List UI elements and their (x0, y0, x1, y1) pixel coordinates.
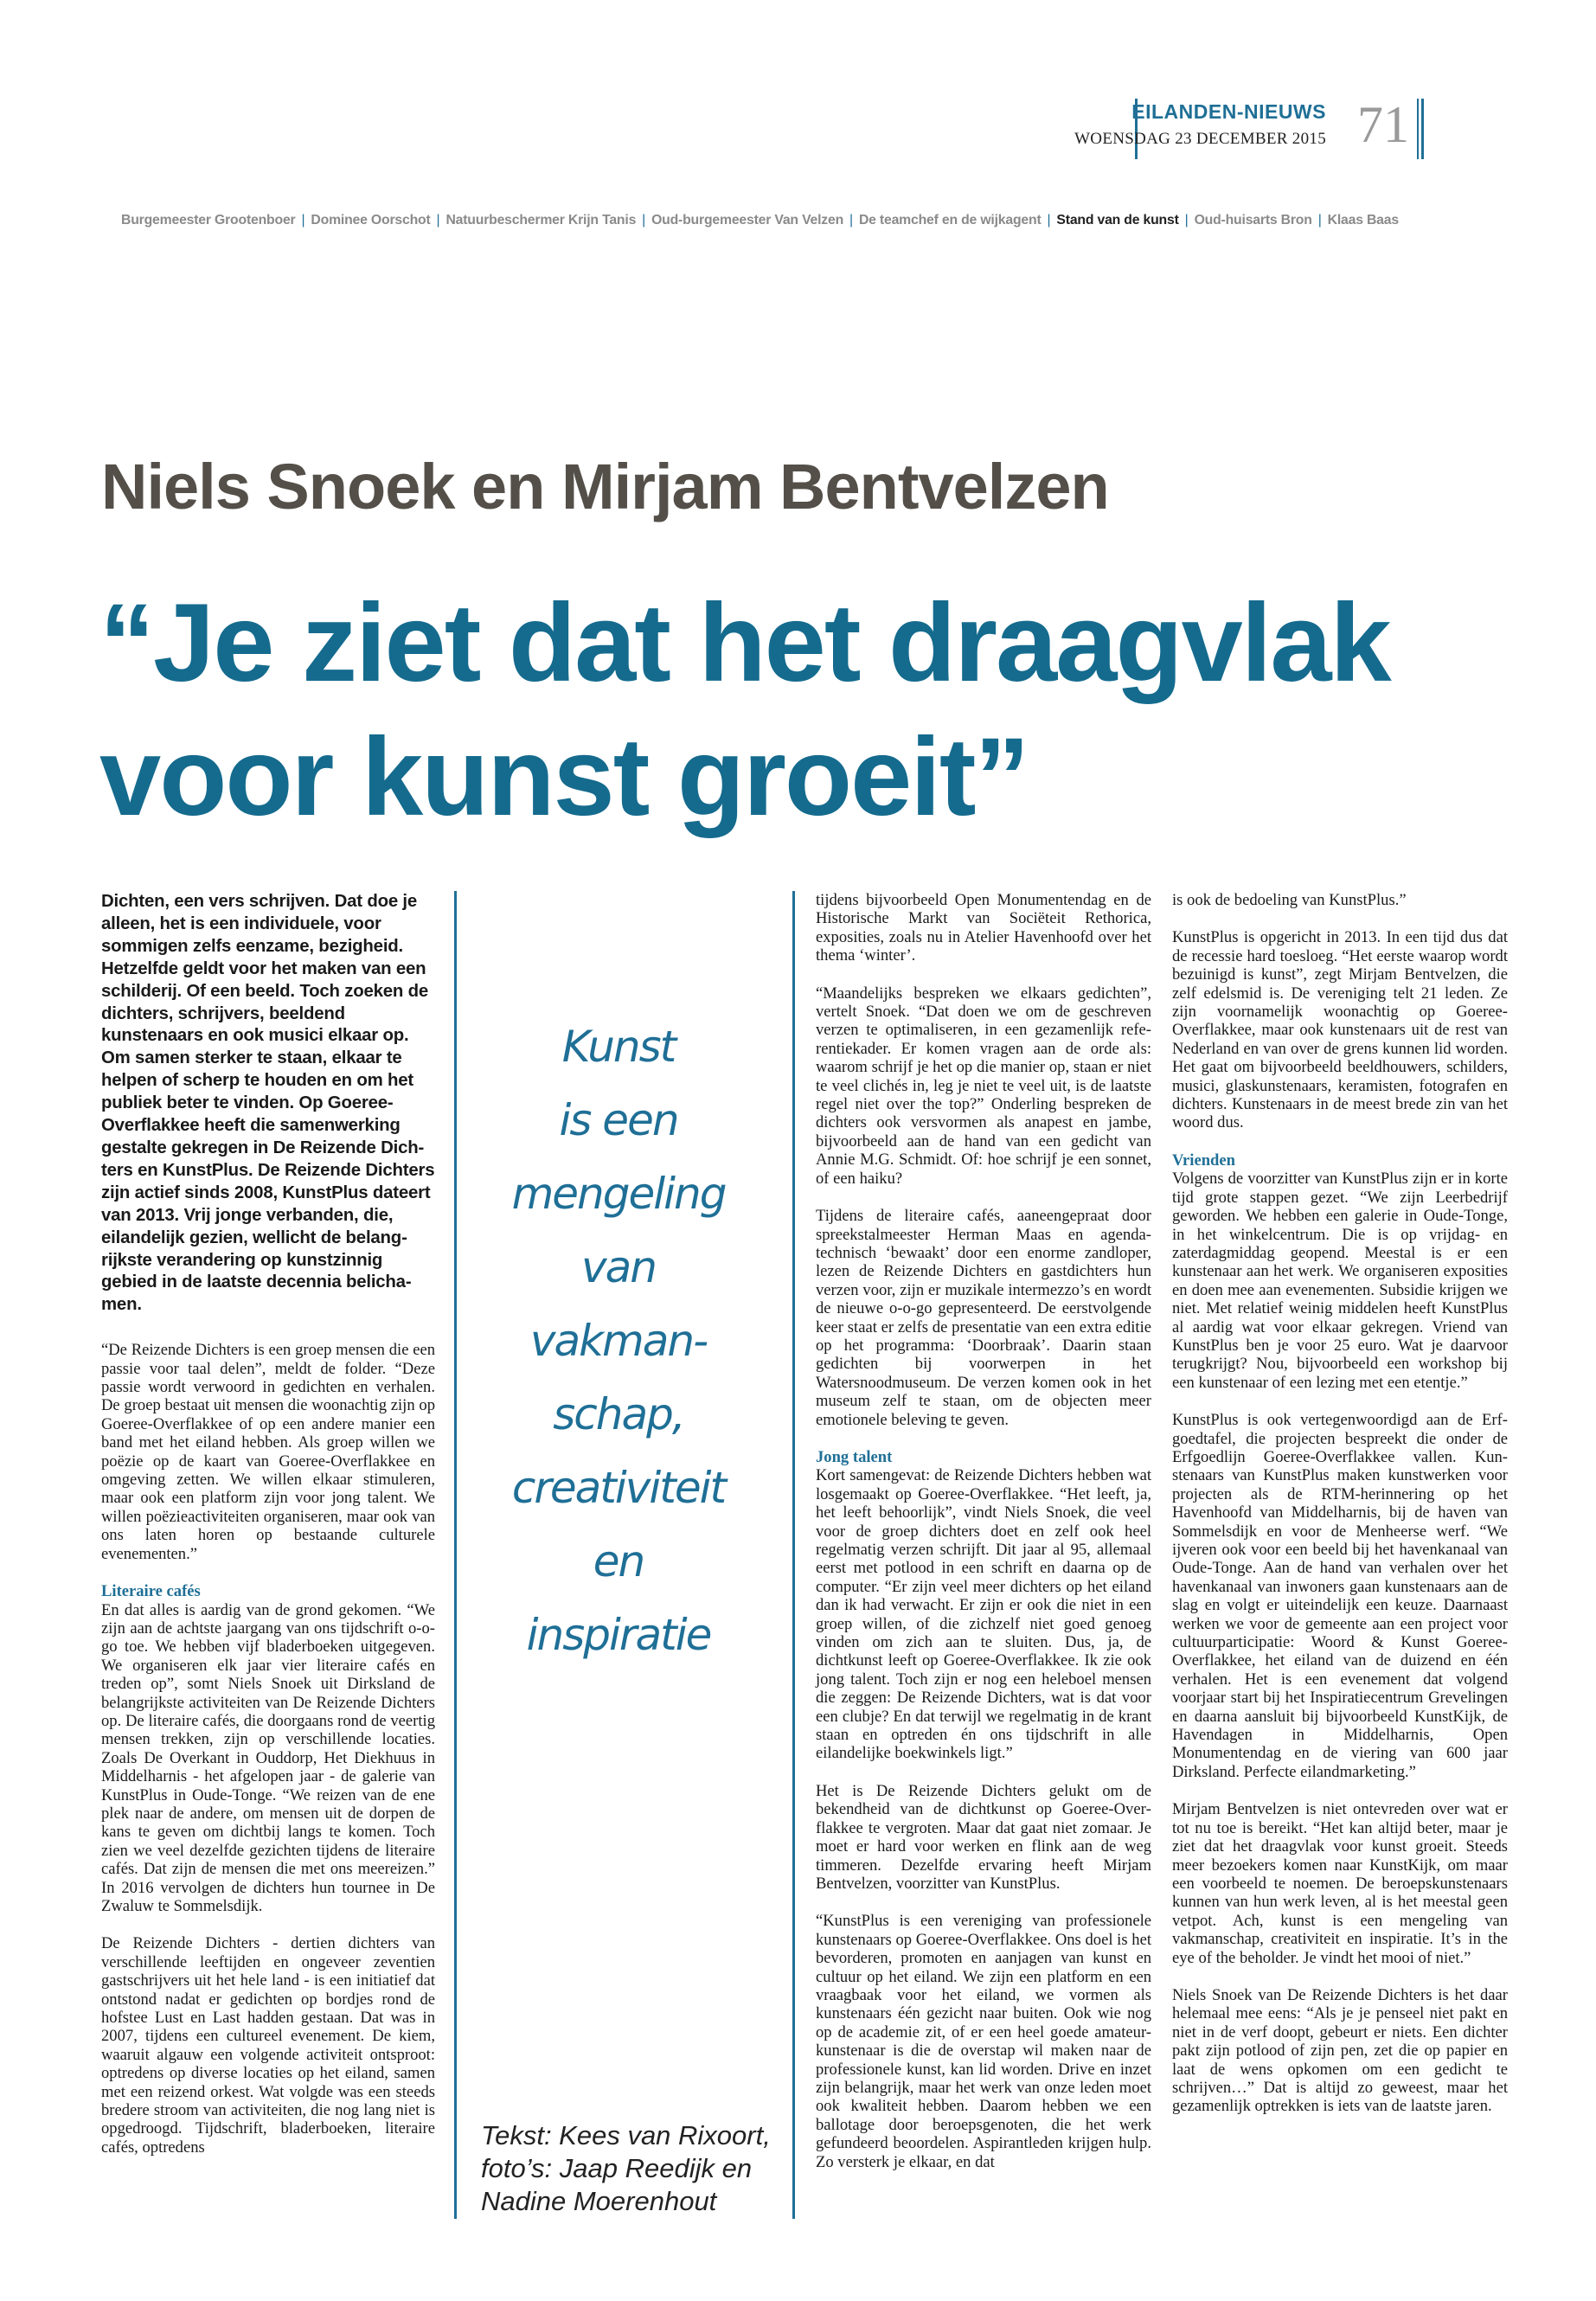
nav-item-teamchef[interactable]: De teamchef en de wijkagent (858, 213, 1042, 228)
subheading-literaire-cafes: Literaire cafés (101, 1582, 201, 1601)
subheading-jong-talent: Jong talent (816, 1447, 893, 1466)
quote-line: en (593, 1536, 644, 1586)
quote-line: van (581, 1242, 656, 1292)
quote-line: vakman- (529, 1316, 708, 1366)
nav-item-kunst-active[interactable]: Stand van de kunst (1056, 213, 1179, 228)
paragraph: Mirjam Bentvelzen is niet ontevreden over wat er tot nu toe is bereikt. “Het kan altijd beter, maar je ziet dat het draagvlak voor kunst groeit. Steeds meer bezoekers komen naar KunstKijk, om maar een voorbeeld te noemen. De beroepskunstenaars kunnen van hun werk leven, al is het meestal geen vetpot. Ach, kunst is een mengeling van vakmanschap, creativiteit en inspiratie. It’s in the eye of the beholder. Je vindt het mooi of niet.” (1172, 1800, 1508, 1967)
credits-line: foto’s: Jaap Reedijk en (481, 2153, 753, 2183)
quote-line: Kunst (561, 1022, 676, 1072)
column-1 (101, 891, 435, 2176)
nav-item-klaas-baas[interactable]: Klaas Baas (1327, 213, 1399, 228)
nav-separator: | (849, 213, 853, 228)
paragraph: KunstPlus is opgericht in 2013. In een tijd dus dat de recessie hard toesloeg. “Het eerste waarop wordt bezuinigd is kunst”, zegt Mirjam Bentvelzen, die zelf edelsmid is. De vereniging telt 21 leden. Ze zijn voornamelijk woonachtig op Goeree-Overflakkee, maar ook kunstenaars uit de rest van Nederland en van over de grens kunnen lid worden. Het gaat om bijvoorbeeld beeldhouwers, schilders, musici, glaskunstenaars, keramisten, fotografen en dichters. Kunstenaars in de meest brede zin van het woord dus. (1172, 928, 1508, 1132)
nav-item-grootenboer[interactable]: Burgemeester Grootenboer (121, 213, 296, 228)
nav-separator: | (436, 213, 440, 228)
paragraph: De Reizende Dichters - dertien dichters van verschillende leeftijden en ongeveer zeventien gastschrijvers uit het hele land - is een initiatief dat ontstond nadat er gedichten op bordjes rond de hofstee Lust en Last hadden gestaan. Dat was in 2007, tijdens een cultureel evenement. De kiem, waaruit algauw een volgende activiteit ontsproot: optredens op diverse locaties op het eiland, samen met een reizend orkest. Wat volgde was een steeds bredere stroom van activiteiten, die nog lang niet is opgedroogd. Tijdschrift, bladerboeken, literaire cafés, optredens (101, 1934, 435, 2157)
masthead-divider (1417, 99, 1419, 159)
article-subjects: Niels Snoek en Mirjam Bentvelzen (101, 451, 1109, 522)
column-3 (816, 891, 1151, 2190)
credits-line: Nadine Moerenhout (481, 2186, 717, 2216)
quote-line: is een (559, 1095, 678, 1145)
nav-separator: | (1184, 213, 1189, 228)
paragraph: is ook de bedoeling van KunstPlus.” (1172, 891, 1407, 909)
credits-line: Tekst: Kees van Rixoort, (481, 2120, 771, 2150)
column-rule-right (792, 891, 795, 2219)
paragraph: Kort samengevat: de Reizende Dichters hebben wat losgemaakt op Goeree-Overflakkee. “Het leeft, ja, het leeft behoorlijk”, vindt Niels Snoek, die veel voor de groep dichters doet en zelf ook heel regelmatig verzen schrijft. Dit jaar al 95, allemaal eerst met potlood in een schrift en daarna op de computer. “Er zijn veel meer dichters op het eiland dan ik had verwacht. Er zijn er ook die niet in een groep willen, of die zichzelf niet goed genoeg vinden om zich aan te sluiten. Dus, ja, de dichtkunst leeft op Goeree-Overflakkee. Ik zie ook jong talent. Toch zijn er nog een heleboel mensen die zeggen: De Reizende Dichters, wat is dat voor een clubje? En dat terwijl we regelmatig in de krant staan en optreden én ons tijdschrift in alle eilandelijke boekwinkels ligt.” (816, 1466, 1151, 1763)
paragraph: “De Reizende Dichters is een groep mensen die een passie voor taal delen”, meldt de folder. “Deze passie wordt verwoord in gedichten en verhalen. De groep bestaat uit mensen die woonachtig zijn op Goeree-Overflakkee of op een andere manier een band met het eiland hebben. Als groep willen we poëzie op de kaart van Goeree-Overflakkee en omgeving zetten. We willen elkaar stimuleren, maar ook een platform zijn voor jong talent. We willen poëzieactiviteiten organiseren, maar ook van ons laten horen op bestaande culturele evenementen.” (101, 1341, 435, 1563)
nav-separator: | (301, 213, 305, 228)
nav-separator: | (1047, 213, 1051, 228)
masthead (1074, 96, 1424, 159)
article-lead: Dichten, een vers schrijven. Dat doe je alleen, het is een individuele, voor sommigen zelfs eenzame, bezigheid. Hetzelfde geldt voor het maken van een schilderij. Of een beeld. Toch zoeken de dichters, schrijvers, beeldend kunstenaars en ook musici elkaar op. Om samen sterker te staan, elkaar te helpen of scherp te houden en om het publiek beter te vinden. Op Goeree-Overflakkee heeft die samenwerking gestalte gekregen in De Reizende Dichters en KunstPlus. De Reizende Dichters zijn actief sinds 2008, KunstPlus dateert van 2013. Vrij jonge verbanden, die, eilandelijk gezien, wellicht de belangrijkste verandering op kunstzinnig gebied in de laatste decennia belichamen. (101, 892, 435, 1315)
paragraph: Tijdens de literaire cafés, aaneengepraat door spreekstalmeester Herman Maas en agendatechnisch ‘bewaakt’ door een enorme zandloper, lezen de Reizende Dichters en gastdichters hun verzen voor, zijn er muzikale intermezzo’s en wordt de nieuwe o-o-go gepresenteerd. De eerstvolgende keer staat er zelfs de presentatie van een extra editie op het programma: ‘Doorbraak’. Daarin staan gedichten bij voorwerpen in het Watersnoodmuseum. De verzen komen ook in het museum zelf te staan, om de objecten meer emotionele beleving te geven. (816, 1207, 1151, 1429)
quote-line: inspiratie (526, 1610, 711, 1660)
subheading-vrienden: Vrienden (1172, 1150, 1235, 1170)
nav-separator: | (1317, 213, 1322, 228)
paragraph: “Maandelijks bespreken we elkaars gedichten”, vertelt Snoek. “Dat doen we om de geschreven verzen te optimaliseren, in een gezamenlijk referentiekader. Er komen vragen aan de orde als: waarom schrijf je het op die manier op, staan er niet te veel clichés in, leg je niet te veel uit, is de laatste regel niet over the top?” Onderling bespreken de dichters ook versvormen als anapest en jambe, bijvoorbeeld aan de hand van een gedicht van Annie M.G. Schmidt. Of: hoe schrijf je een sonnet, of een haiku? (816, 984, 1151, 1188)
series-nav (121, 213, 1505, 228)
paragraph: En dat alles is aardig van de grond gekomen. “We zijn aan de achtste jaargang van ons tijdschrift o-o-go toe. We hebben vijf bladerboeken uitgegeven. We organiseren elk jaar vier literaire cafés en treden op”, somt Niels Snoek uit Dirksland de belangrijkste activiteiten van De Reizende Dichters op. De literaire cafés, die doorgaans rond de veertig mensen trekken, zijn op verschillende locaties. Zoals De Overkant in Ouddorp, Het Diekhuus in Middelharnis - het afgelopen jaar - de galerie van KunstPlus in Oude-Tonge. “We reizen van de ene plek naar de andere, om mensen uit de dorpen de kans te geven om dichtbij langs te komen. Toch zien we veel dezelfde gezichten tijdens de literaire cafés. Dat zijn de mensen die met ons meereizen.” In 2016 vervolgen de dichters hun tournee in De Zwaluw te Sommelsdijk. (101, 1600, 435, 1915)
newspaper-logo: EILANDEN-NIEUWS (1131, 100, 1326, 123)
paragraph: tijdens bijvoorbeeld Open Monumentendag en de Historische Markt van Sociëteit Rethorica, exposities, zoals nu in Atelier Havenhoofd over het thema ‘winter’. (816, 891, 1151, 965)
issue-date: WOENSDAG 23 DECEMBER 2015 (1074, 130, 1326, 148)
paragraph: KunstPlus is ook vertegenwoordigd aan de Erfgoedtafel, die projecten bespreekt die onder de Erfgoedlijn Goeree-Overflakkee vallen. Kunstenaars van KunstPlus maken kunstwerken voor projecten als de RTM-herinnering op het Havenhoofd van Middelharnis, bij de haven van Sommelsdijk en voor de Menheerse werf. “We ijveren ook voor een beeld bij het havenkanaal van Oude-Tonge. Aan de hand van verhalen over het havenkanaal van inwoners gaan kunstenaars aan de slag en volgt er uiteindelijk een keuze. Daarnaast werken we voor de gemeente aan een project voor cultuurparticipatie: Woord & Kunst Goeree-Overflakkee, het eiland van de duizend en één verhalen. Het is een evenement dat volgend voorjaar start bij het Inspiratiecentrum Grevelingen en daarna aansluit bij bijvoorbeeld KunstKijk, de Havendagen in Middelharnis, Open Monumentendag en de viering van 600 jaar Dirksland. Perfecte eilandmarketing.” (1172, 1411, 1508, 1781)
quote-line: schap, (553, 1389, 684, 1439)
article-credits (481, 2119, 775, 2218)
nav-separator: | (642, 213, 646, 228)
column-rule-left (454, 891, 457, 2219)
paragraph: Niels Snoek van De Reizende Dichters is het daar helemaal mee eens: “Als je je penseel niet pakt en niet in de verf doopt, gebeurt er niets. Een dichter pakt zijn potlood of zijn pen, zet die op papier en laat de wens opkomen om een gedicht te schrijven…” Dat is altijd zo geweest, maar het gezamenlijk optrekken is iets van de laatste jaren. (1172, 1985, 1508, 2116)
paragraph: “KunstPlus is een vereniging van professionele kunstenaars op Goeree-Overflakkee. Ons doel is het bevorderen, promoten en aanjagen van kunst en cultuur op het eiland. We zijn een platform en een vraagbaak voor het eiland, we vormen als kunstenaars één gezicht naar buiten. Ook wie nog op de academie zit, of er een heel goede amateur-kunstenaar is die de overstap wil maken naar de professionele kunst, kan lid worden. Drive en inzet zijn belangrijk, maar het werk van onze leden moet ook kwaliteit hebben. Daarom hebben we een ballotage door beroepsgenoten, die het werk gefundeerd beoordelen. Aspirantleden krijgen hulp. Zo versterk je elkaar, en dat (816, 1912, 1151, 2171)
article-headline (99, 576, 1553, 844)
headline-line-2: voor kunst groeit” (99, 715, 1029, 839)
nav-item-oorschot[interactable]: Dominee Oorschot (311, 213, 431, 228)
nav-item-bron[interactable]: Oud-huisarts Bron (1194, 213, 1312, 228)
nav-item-tanis[interactable]: Natuurbeschermer Krijn Tanis (445, 213, 637, 228)
page-number: 71 (1357, 96, 1409, 153)
pull-quote (471, 1010, 766, 1672)
nav-item-van-velzen[interactable]: Oud-burgemeester Van Velzen (651, 213, 844, 228)
column-4 (1172, 891, 1508, 2135)
quote-line: mengeling (511, 1169, 726, 1219)
quote-line: creativiteit (511, 1463, 726, 1513)
headline-line-1: “Je ziet dat het draagvlak (99, 581, 1390, 705)
paragraph: Volgens de voorzitter van KunstPlus zijn er in korte tijd grote stappen gezet. “We zijn Leerbedrijf geworden. We hebben een galerie in Oude-Tonge, in het winkelcentrum. Die is op vrijdag- en zaterdagmiddag geopend. Meestal is er een kunstenaar aan het werk. We organiseren exposities en doen mee aan evenementen. Subsidie krijgen we niet. Met relatief weinig middelen heeft KunstPlus al aardig wat voor elkaar gekregen. Vriend van KunstPlus ben je voor 25 euro. Wat je daarvoor terugkrijgt? Nou, bijvoorbeeld een workshop bij een kunstenaar of een lezing met een etentje.” (1172, 1170, 1508, 1392)
paragraph: Het is De Reizende Dichters gelukt om de bekendheid van de dichtkunst op Goeree-Overflakkee te vergroten. Maar dat gaat niet zomaar. Je moet er hard voor werken en flink aan de weg timmeren. Dezelfde ervaring heeft Mirjam Bentvelzen, voorzitter van KunstPlus. (816, 1781, 1151, 1893)
